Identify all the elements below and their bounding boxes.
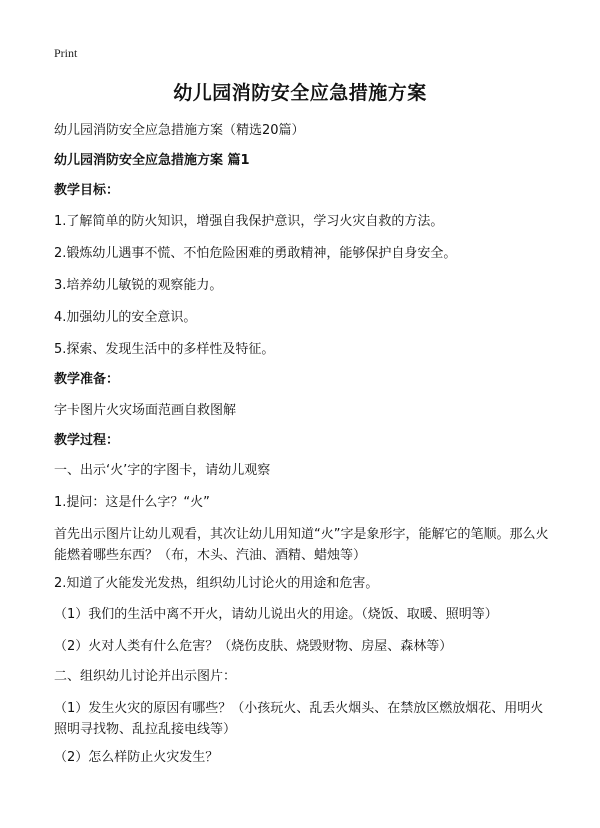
goal-item: 5.探索、发现生活中的多样性及特征。 [54,342,275,357]
process-item: 1.提问：这是什么字？“火” [54,495,210,510]
process-heading: 教学过程： [54,433,120,448]
goal-item: 2.锻炼幼儿遇事不慌、不怕危险困难的勇敢精神，能够保护自身安全。 [54,246,457,261]
process-item: 2.知道了火能发光发热，组织幼儿讨论火的用途和危害。 [54,576,379,591]
goals-heading: 教学目标： [54,183,120,198]
goal-item: 4.加强幼儿的安全意识。 [54,310,197,325]
goal-item: 1.了解简单的防火知识，增强自我保护意识，学习火灾自救的方法。 [54,214,444,229]
process-item: 一、出示‘火’字的字图卡，请幼儿观察 [54,463,271,478]
process-item: 二、组织幼儿讨论并出示图片： [54,669,237,684]
print-label: Print [54,46,78,60]
document-subtitle: 幼儿园消防安全应急措施方案（精选20篇） [54,123,305,138]
prep-text: 字卡图片火灾场面范画自救图解 [54,403,237,418]
section-heading: 幼儿园消防安全应急措施方案 篇1 [54,153,250,168]
process-paragraph: 首先出示图片让幼儿观看，其次让幼儿用知道“火”字是象形字，能解它的笔顺。那么火能燃着哪些东西？（布，木头、汽油、酒精、蜡烛等） [54,527,549,563]
process-item: （2）火对人类有什么危害？（烧伤皮肤、烧毁财物、房屋、森林等） [54,639,453,654]
process-paragraph: （1）发生火灾的原因有哪些？（小孩玩火、乱丢火烟头、在禁放区燃放烟花、用明火照明寻找物、乱拉乱接电线等） [54,701,544,737]
prep-heading: 教学准备： [54,372,120,387]
page-title: 幼儿园消防安全应急措施方案 [173,82,427,104]
process-item: （2）怎么样防止火灾发生？ [54,750,219,765]
process-item: （1）我们的生活中离不开火，请幼儿说出火的用途。（烧饭、取暖、照明等） [54,607,498,622]
goal-item: 3.培养幼儿敏锐的观察能力。 [54,278,223,293]
